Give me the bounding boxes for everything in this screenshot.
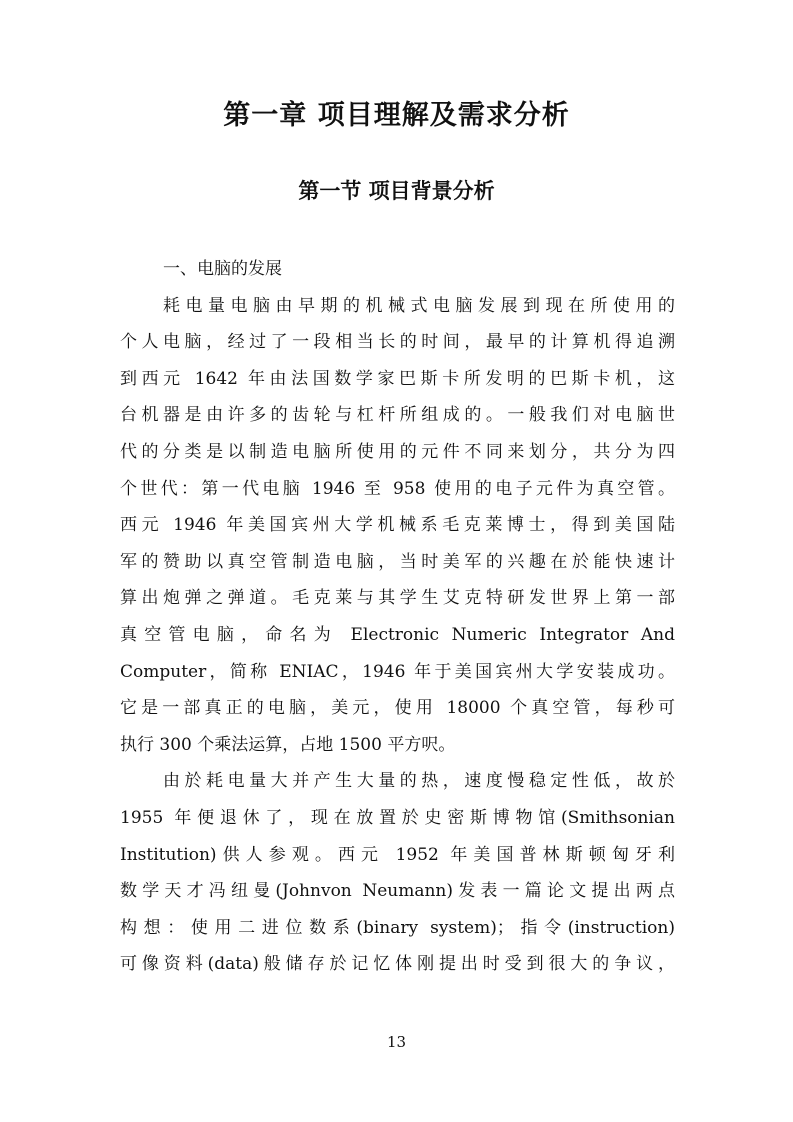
paragraph-line: 数学天才冯纽曼(Johnvon Neumann)发表一篇论文提出两点 (120, 881, 675, 902)
section-title: 第一节 项目背景分析 (298, 178, 495, 203)
paragraph-line: 个人电脑，经过了一段相当长的时间，最早的计算机得追溯 (120, 332, 675, 353)
paragraph-line: 代的分类是以制造电脑所使用的元件不同来划分，共分为四 (120, 441, 675, 462)
paragraph-line: 执行 300 个乘法运算，占地 1500 平方呎。 (120, 734, 456, 755)
paragraph-line: 个世代：第一代电脑 1946 至 958 使用的电子元件为真空管。 (120, 478, 675, 499)
paragraph-line: 1955 年便退休了，现在放置於史密斯博物馆(Smithsonian (120, 807, 675, 828)
paragraph-line: 构想：使用二进位数系(binary system)；指令(instruction) (120, 917, 675, 938)
paragraph-line: 耗电量电脑由早期的机械式电脑发展到现在所使用的 (163, 295, 675, 316)
chapter-title: 第一章 项目理解及需求分析 (223, 100, 570, 131)
paragraph-line: 真空管电脑，命名为 Electronic Numeric Integrator And (120, 624, 675, 645)
paragraph-line: 算出炮弹之弹道。毛克莱与其学生艾克特研发世界上第一部 (120, 588, 675, 609)
paragraph-line: 可像资料(data)般储存於记忆体刚提出时受到很大的争议， (120, 954, 675, 975)
body-text (120, 251, 675, 983)
subheading: 一、电脑的发展 (163, 259, 282, 279)
paragraph-line: 到西元 1642 年由法国数学家巴斯卡所发明的巴斯卡机，这 (120, 368, 675, 389)
paragraph-line: 军的赞助以真空管制造电脑，当时美军的兴趣在於能快速计 (120, 551, 675, 572)
paragraph-line: 它是一部真正的电脑，美元，使用 18000 个真空管，每秒可 (120, 698, 675, 719)
paragraph-line: 西元 1946 年美国宾州大学机械系毛克莱博士，得到美国陆 (120, 515, 675, 536)
paragraph-line: 由於耗电量大并产生大量的热，速度慢稳定性低，故於 (163, 771, 675, 792)
paragraph-line: 台机器是由许多的齿轮与杠杆所组成的。一般我们对电脑世 (120, 405, 675, 426)
paragraph-line: Computer，简称 ENIAC，1946 年于美国宾州大学安装成功。 (120, 661, 675, 682)
paragraph-line: Institution)供人参观。西元 1952 年美国普林斯顿匈牙利 (120, 844, 675, 865)
page-number: 13 (386, 1033, 407, 1051)
